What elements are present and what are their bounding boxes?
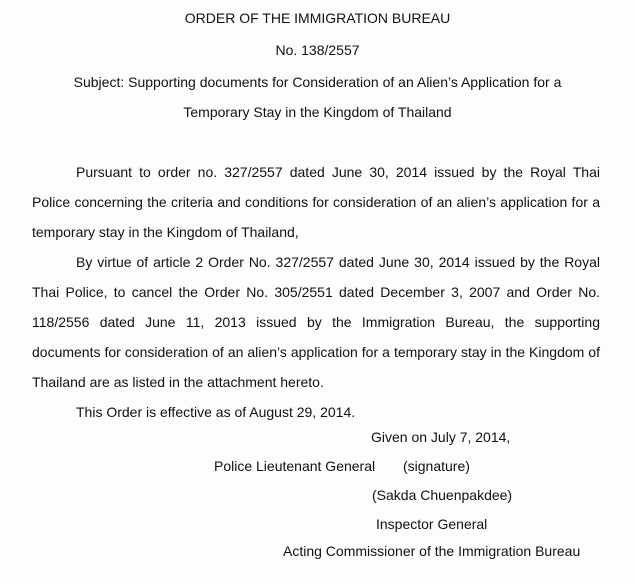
subject-line-1: Subject: Supporting documents for Consideration of an Alien’s Application for a: [73, 74, 562, 90]
order-number: No. 138/2557: [275, 42, 360, 58]
subject-line-2: Temporary Stay in the Kingdom of Thailand: [183, 104, 452, 120]
document-title: ORDER OF THE IMMIGRATION BUREAU: [184, 10, 451, 26]
order-body: [32, 157, 600, 427]
signatory-position: Inspector General: [376, 516, 488, 532]
paragraph-pursuant: Pursuant to order no. 327/2557 dated June 30, 2014 issued by the Royal Thai Police concerning the criteria and conditions for consideration of an alien’s application for a temporary stay in the Kingdom of Thailand,: [32, 164, 600, 240]
signatory-name: (Sakda Chuenpakdee): [372, 487, 513, 503]
signatory-rank: Police Lieutenant General: [214, 458, 376, 474]
signature-placeholder: (signature): [403, 458, 470, 474]
paragraph-by-virtue: By virtue of article 2 Order No. 327/2557 dated June 30, 2014 issued by the Royal Thai Police, to cancel the Order No. 305/2551 dated December 3, 2007 and Order No. 118/2556 dated June 11, 2013 issued by the Immigration Bureau, the supporting documents for consideration of an alien’s application for a temporary stay in the Kingdom of Thailand are as listed in the attachment hereto.: [32, 254, 600, 390]
given-on-date: Given on July 7, 2014,: [371, 429, 511, 445]
paragraph-effective-date: This Order is effective as of August 29, 2014.: [76, 404, 356, 420]
signatory-acting-title: Acting Commissioner of the Immigration Bureau: [283, 543, 581, 559]
